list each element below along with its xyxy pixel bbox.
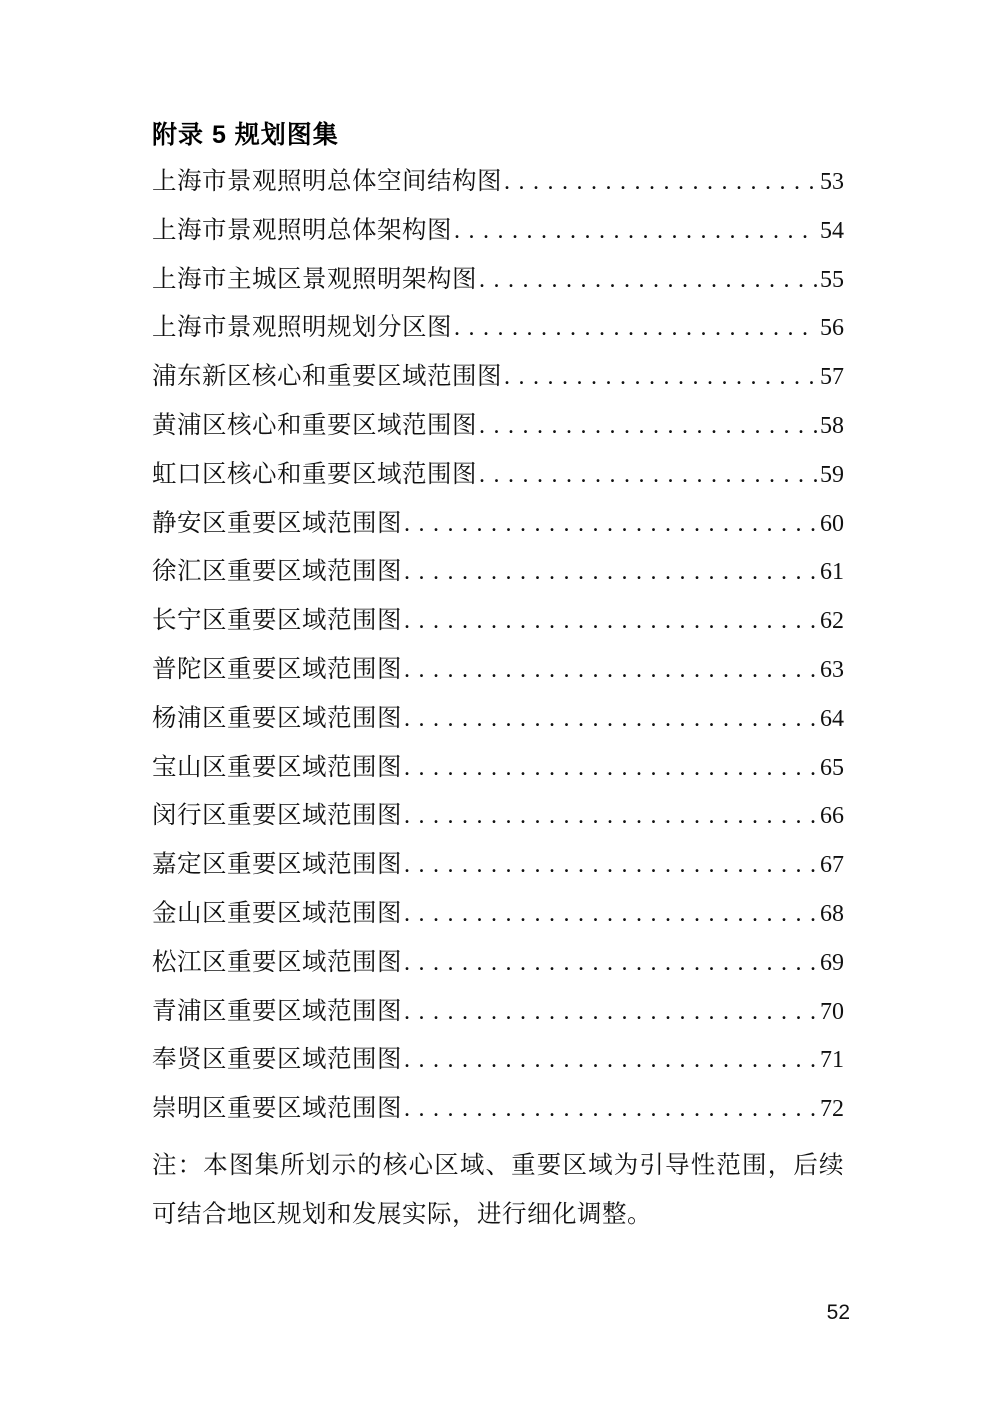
toc-entry-page: 58 — [820, 412, 844, 439]
toc-entry — [152, 695, 844, 744]
dot-leader — [502, 158, 817, 207]
toc-entry-title: 嘉定区重要区域范围图 — [152, 851, 402, 879]
toc-entry-page: 56 — [820, 315, 844, 342]
toc-entry-page: 62 — [820, 608, 844, 635]
toc-entry-page: 53 — [820, 169, 844, 195]
toc-entry — [152, 890, 844, 939]
toc-entry-title: 金山区重要区域范围图 — [152, 899, 402, 927]
toc-entry-title: 虹口区核心和重要区域范围图 — [152, 460, 477, 488]
toc-entry-title: 崇明区重要区域范围图 — [152, 1095, 402, 1123]
toc-entry-title: 青浦区重要区域范围图 — [152, 997, 402, 1025]
toc-entry-title: 上海市主城区景观照明架构图 — [152, 265, 477, 293]
dot-leader — [502, 353, 817, 402]
page-content — [152, 120, 844, 1240]
toc-entry-title: 宝山区重要区域范围图 — [152, 753, 402, 781]
toc-entry-page: 66 — [820, 803, 844, 830]
dot-leader — [402, 792, 817, 841]
toc-entry — [152, 988, 844, 1037]
toc-entry-page: 71 — [820, 1047, 844, 1074]
dot-leader — [402, 500, 817, 549]
toc-entry-title: 静安区重要区域范围图 — [152, 509, 402, 537]
toc-entry-page: 70 — [820, 998, 844, 1025]
toc-entry — [152, 500, 844, 549]
toc-entry-title: 上海市景观照明总体架构图 — [152, 216, 452, 244]
toc-entry-title: 杨浦区重要区域范围图 — [152, 704, 402, 732]
toc-entry — [152, 744, 844, 793]
toc-entry-title: 上海市景观照明总体空间结构图 — [152, 168, 502, 195]
toc-entry-title: 奉贤区重要区域范围图 — [152, 1046, 402, 1074]
toc-entry-page: 72 — [820, 1096, 844, 1123]
dot-leader — [402, 597, 817, 646]
dot-leader — [402, 548, 817, 597]
toc-entry — [152, 841, 844, 890]
toc-entry-title: 浦东新区核心和重要区域范围图 — [152, 363, 502, 391]
toc-entry-title: 上海市景观照明规划分区图 — [152, 314, 452, 342]
toc-entry-page: 69 — [820, 949, 844, 976]
note-text: 注：本图集所划示的核心区域、重要区域为引导性范围，后续可结合地区规划和发展实际，进行细化调整。 — [152, 1151, 844, 1228]
toc-entry — [152, 597, 844, 646]
page-number: 52 — [826, 1301, 850, 1324]
toc-entry-page: 68 — [820, 900, 844, 927]
dot-leader — [402, 841, 817, 890]
dot-leader — [402, 1085, 817, 1134]
toc-entry-page: 57 — [820, 364, 844, 391]
dot-leader — [402, 744, 817, 793]
dot-leader — [477, 256, 817, 305]
dot-leader — [402, 890, 817, 939]
toc-entry-page: 65 — [820, 754, 844, 781]
dot-leader — [402, 646, 817, 695]
toc-entry-title: 长宁区重要区域范围图 — [152, 607, 402, 635]
toc-entry-page: 54 — [820, 217, 844, 244]
toc-entry-title: 松江区重要区域范围图 — [152, 948, 402, 976]
toc-entry — [152, 792, 844, 841]
dot-leader — [477, 402, 817, 451]
toc-entry-page: 61 — [820, 559, 844, 586]
appendix-heading: 附录 5 规划图集 — [152, 121, 339, 149]
toc-entry-page: 63 — [820, 656, 844, 683]
toc-entry-page: 64 — [820, 705, 844, 732]
toc-entry — [152, 207, 844, 256]
toc-entry — [152, 304, 844, 353]
dot-leader — [477, 451, 817, 500]
toc-entry — [152, 548, 844, 597]
toc-entry — [152, 256, 844, 305]
toc-entry-page: 67 — [820, 852, 844, 879]
toc-entry-page: 60 — [820, 510, 844, 537]
toc-entry-title: 闵行区重要区域范围图 — [152, 802, 402, 830]
toc-list — [152, 158, 844, 1134]
dot-leader — [452, 207, 817, 256]
toc-entry-page: 55 — [820, 266, 844, 293]
toc-entry — [152, 646, 844, 695]
toc-entry-title: 普陀区重要区域范围图 — [152, 655, 402, 683]
toc-entry-page: 59 — [820, 461, 844, 488]
toc-entry — [152, 353, 844, 402]
toc-entry-title: 徐汇区重要区域范围图 — [152, 558, 402, 586]
dot-leader — [402, 1036, 817, 1085]
toc-entry-title: 黄浦区核心和重要区域范围图 — [152, 411, 477, 439]
toc-entry — [152, 158, 844, 207]
dot-leader — [402, 939, 817, 988]
toc-entry — [152, 939, 844, 988]
toc-entry — [152, 1085, 844, 1134]
dot-leader — [402, 695, 817, 744]
toc-entry — [152, 451, 844, 500]
dot-leader — [402, 988, 817, 1037]
dot-leader — [452, 304, 817, 353]
toc-entry — [152, 1036, 844, 1085]
toc-entry — [152, 402, 844, 451]
